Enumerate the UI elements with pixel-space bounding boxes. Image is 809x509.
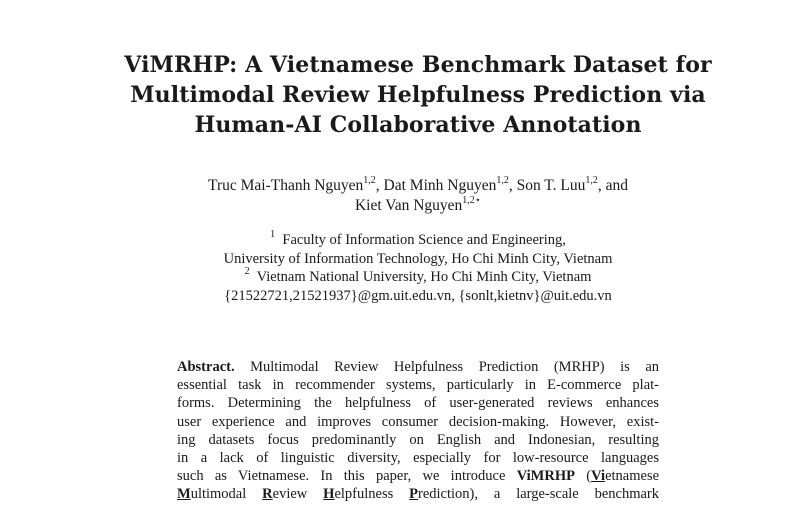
affiliation-number: 2 [244,266,250,278]
author-list [0,176,809,216]
author-line-2 [0,196,809,216]
author-affil-sup: 1,2 [496,174,509,186]
author-line-1: Truc Mai-Thanh Nguyen$^{1,2}$, Dat Minh Nguyen$^{1,2}$, Son T. Luu$^{1,2}$, and [208,174,628,194]
abstract-label: Abstract. [177,359,235,375]
title-line-2: Multimodal Review Helpfulness Prediction via [130,82,706,108]
affiliations [0,231,809,305]
author-name: Dat Minh Nguyen [383,177,497,194]
author-emails: {21522721,21521937}@gm.uit.edu.vn, {sonlt,kietnv}@uit.edu.vn [224,287,612,304]
abstract-line: essential task in recommender systems, particularly in E-commerce plat- [177,377,659,394]
abstract-line: Multimodal Review Helpfulness Prediction), a large-scale benchmark [177,486,660,503]
affiliation-1-line-1: $^1$ Faculty of Information Science and Engineering, [270,229,566,248]
dataset-name: ViMRHP [516,468,575,485]
abstract-line: such as Vietnamese. In this paper, we introduce ViMRHP (Vietnamese [177,468,660,485]
abstract-line: ing datasets focus predominantly on English and Indonesian, resulting [177,431,659,448]
author-conjunction: and [605,177,628,194]
abstract-line: in a lack of linguistic diversity, especially for low-resource languages [177,450,659,467]
affiliation-1-line-2: University of Information Technology, Ho Chi Minh City, Vietnam [223,250,613,267]
author-name: Son T. Luu [516,177,586,194]
abstract-line: user experience and improves consumer decision-making. However, exist- [177,413,659,430]
title-line-1: ViMRHP: A Vietnamese Benchmark Dataset for [124,52,712,78]
author-affil-sup: 1,2⋆ [462,194,482,206]
abstract-line: Abstract. Multimodal Review Helpfulness Prediction (MRHP) is an [177,359,660,375]
author-affil-sup: 1,2 [585,174,598,186]
author-name: Kiet Van Nguyen [354,197,463,214]
abstract-line: forms. Determining the helpfulness of user-generated reviews enhances [177,395,659,412]
abstract [177,358,659,504]
affiliation-number: 1 [270,229,276,241]
author-name: Truc Mai-Thanh Nguyen [208,177,364,194]
author-affil-sup: 1,2 [363,174,376,186]
title-line-3: Human-AI Collaborative Annotation [194,112,642,138]
paper-title [0,50,809,140]
affiliation-2: $^2$ Vietnam National University, Ho Chi Minh City, Vietnam [244,266,592,285]
